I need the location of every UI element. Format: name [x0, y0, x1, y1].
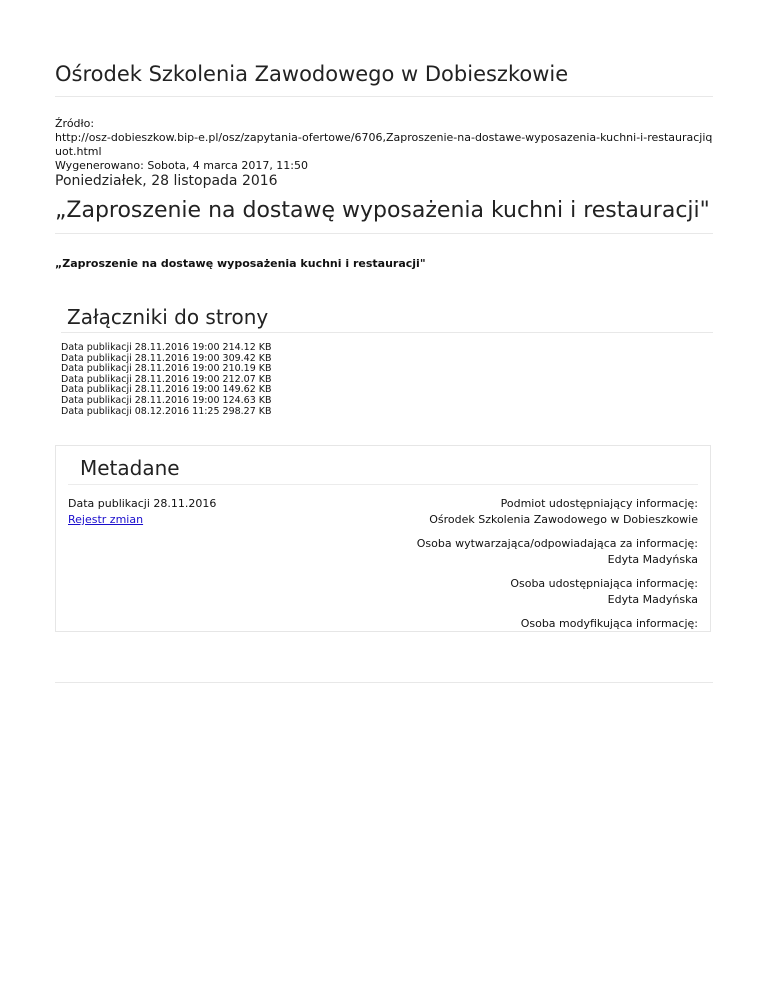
source-url: http://osz-dobieszkow.bip-e.pl/osz/zapytania-ofertowe/6706,Zaproszenie-na-dostawe-wyposazenia-kuchni-i-restauracjiquot.html: [55, 131, 713, 158]
metadata-heading: Metadane: [80, 456, 180, 480]
attachment-label: Data publikacji: [61, 352, 132, 364]
metadata-panel: [55, 445, 711, 632]
attachment-size: 124.63 KB: [222, 394, 272, 406]
attachment-label: Data publikacji: [61, 405, 132, 417]
source-info: [55, 117, 715, 173]
attachments-heading: Załączniki do strony: [67, 305, 269, 329]
attachment-label: Data publikacji: [61, 373, 132, 385]
attachment-size: 210.19 KB: [222, 363, 272, 375]
attachment-item: [61, 407, 275, 418]
title-divider: [55, 96, 713, 97]
modifier-group: [368, 616, 698, 632]
metadata-right-column: [368, 496, 698, 640]
author-group: [368, 536, 698, 568]
metadata-left-column: [68, 496, 216, 528]
attachment-size: 212.07 KB: [222, 373, 272, 385]
provider-value: Ośrodek Szkolenia Zawodowego w Dobieszkowie: [429, 513, 698, 526]
attachments-divider: [61, 332, 713, 333]
site-title: Ośrodek Szkolenia Zawodowego w Dobieszkowie: [55, 62, 569, 86]
attachment-label: Data publikacji: [61, 363, 132, 375]
publisher-group: [368, 576, 698, 608]
generated-timestamp: Wygenerowano: Sobota, 4 marca 2017, 11:50: [55, 159, 309, 172]
attachments-list: [61, 343, 275, 417]
attachment-size: 149.62 KB: [222, 384, 272, 396]
attachment-label: Data publikacji: [61, 342, 132, 353]
attachment-date: 28.11.2016 19:00: [134, 384, 220, 396]
article-date: Poniedziałek, 28 listopada 2016: [55, 173, 278, 189]
publisher-label: Osoba udostępniająca informację:: [510, 577, 698, 590]
attachment-label: Data publikacji: [61, 384, 132, 396]
modifier-label: Osoba modyfikująca informację:: [520, 617, 698, 630]
author-label: Osoba wytwarzająca/odpowiadająca za informację:: [416, 537, 698, 550]
attachment-size: 214.12 KB: [222, 342, 272, 353]
metadata-divider: [68, 484, 698, 485]
provider-group: [368, 496, 698, 528]
author-value: Edyta Madyńska: [607, 553, 698, 566]
change-log-link[interactable]: Rejestr zmian: [68, 513, 144, 526]
article-title-divider: [55, 233, 713, 234]
attachment-size: 298.27 KB: [222, 405, 272, 417]
source-label: Źródło:: [55, 117, 95, 130]
publication-date: Data publikacji 28.11.2016: [68, 497, 217, 510]
attachment-item: [61, 396, 275, 407]
attachment-date: 28.11.2016 19:00: [134, 373, 220, 385]
attachment-date: 28.11.2016 19:00: [134, 394, 220, 406]
article-lead: „Zaproszenie na dostawę wyposażenia kuchni i restauracji": [55, 257, 426, 270]
article-title: „Zaproszenie na dostawę wyposażenia kuchni i restauracji": [55, 198, 710, 223]
footer-divider: [55, 682, 713, 683]
attachment-size: 309.42 KB: [222, 352, 272, 364]
attachment-label: Data publikacji: [61, 394, 132, 406]
attachment-date: 28.11.2016 19:00: [134, 342, 220, 353]
attachment-date: 28.11.2016 19:00: [134, 352, 220, 364]
attachment-date: 28.11.2016 19:00: [134, 363, 220, 375]
publisher-value: Edyta Madyńska: [607, 593, 698, 606]
attachment-date: 08.12.2016 11:25: [134, 405, 220, 417]
attachment-item: [61, 343, 275, 354]
provider-label: Podmiot udostępniający informację:: [500, 497, 698, 510]
